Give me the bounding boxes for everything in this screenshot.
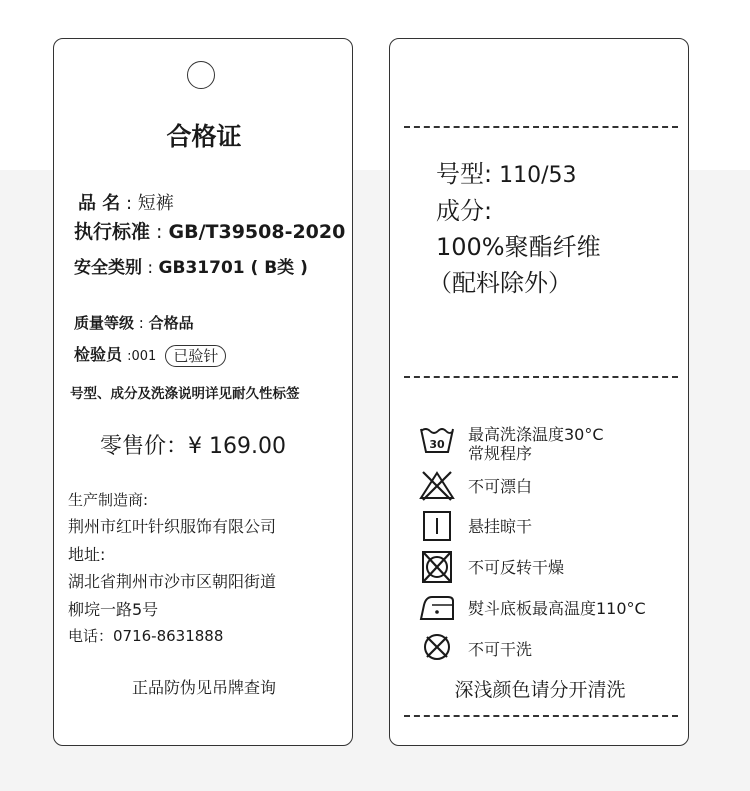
product-name-value: 短裤 bbox=[137, 193, 174, 214]
composition-label: 成分: bbox=[436, 197, 493, 225]
inspector-label: 检验员 bbox=[74, 345, 123, 364]
address-line-2: 柳垸一路5号 bbox=[68, 600, 159, 619]
composition-note: （配料除外） bbox=[428, 269, 572, 297]
wash-temperature-number: 30 bbox=[429, 438, 445, 451]
certificate-title: 合格证 bbox=[166, 122, 242, 151]
address-label: 地址: bbox=[68, 545, 106, 564]
size-label: 号型: bbox=[436, 160, 493, 188]
care-wash-line-2: 常规程序 bbox=[468, 444, 533, 463]
standard-value: GB/T39508-2020 bbox=[168, 221, 346, 243]
inspector-row: 检验员 :001 已验针 bbox=[74, 342, 226, 367]
no-dry-clean-icon bbox=[418, 631, 456, 663]
anti-counterfeit-note: 正品防伪见吊牌查询 bbox=[131, 678, 276, 697]
certificate-tag bbox=[53, 38, 353, 746]
dashed-divider-bottom bbox=[404, 715, 678, 717]
price-value: ¥ 169.00 bbox=[188, 434, 286, 459]
maker-label: 生产制造商: bbox=[68, 491, 149, 509]
care-wash-line-1: 最高洗涤温度30°C bbox=[468, 425, 604, 444]
dashed-divider-middle bbox=[404, 376, 678, 378]
address-line-1: 湖北省荆州市沙市区朝阳街道 bbox=[68, 572, 277, 591]
size-value: 110/53 bbox=[499, 163, 577, 188]
product-name-label: 品 名 bbox=[78, 193, 121, 214]
care-text-no-tumble-dry: 不可反转干燥 bbox=[468, 558, 565, 577]
safety-value: GB31701 ( B类 ) bbox=[158, 258, 308, 278]
care-label-tag bbox=[389, 38, 689, 746]
hang-hole bbox=[187, 61, 215, 89]
composition-value: 100%聚酯纤维 bbox=[436, 233, 601, 261]
inspector-value: 001 bbox=[131, 349, 157, 364]
safety-row: 安全类别 : GB31701 ( B类 ) bbox=[74, 258, 308, 278]
grade-value: 合格品 bbox=[148, 314, 194, 332]
no-tumble-dry-icon bbox=[418, 551, 456, 583]
care-text-no-bleach: 不可漂白 bbox=[468, 477, 533, 496]
wash-30-icon bbox=[418, 423, 456, 455]
care-text-line-dry: 悬挂晾干 bbox=[468, 517, 533, 536]
no-bleach-icon bbox=[418, 469, 456, 501]
care-text-iron: 熨斗底板最高温度110°C bbox=[468, 599, 646, 618]
price-label: 零售价： bbox=[100, 434, 189, 459]
size-row bbox=[436, 154, 577, 189]
standard-label: 执行标准 bbox=[74, 221, 151, 243]
inspection-stamp: 已验针 bbox=[165, 345, 226, 367]
color-separation-note: 深浅颜色请分开清洗 bbox=[454, 679, 626, 701]
care-text-wash bbox=[468, 425, 604, 463]
safety-label: 安全类别 bbox=[74, 258, 142, 278]
label-note: 号型、成分及洗涤说明详见耐久性标签 bbox=[70, 386, 300, 402]
care-text-no-dry-clean: 不可干洗 bbox=[468, 640, 533, 659]
iron-110-icon bbox=[418, 591, 456, 623]
grade-row: 质量等级 : 合格品 bbox=[74, 314, 194, 332]
maker-value: 荆州市红叶针织服饰有限公司 bbox=[68, 517, 277, 536]
phone: 电话：0716-8631888 bbox=[68, 627, 224, 645]
grade-label: 质量等级 bbox=[74, 314, 135, 332]
dashed-divider-top bbox=[404, 126, 678, 128]
line-dry-icon bbox=[418, 510, 456, 542]
product-name-row: 品 名 : 短裤 bbox=[78, 193, 174, 214]
standard-row: 执行标准 : GB/T39508-2020 bbox=[74, 221, 346, 243]
price-row bbox=[100, 429, 286, 460]
